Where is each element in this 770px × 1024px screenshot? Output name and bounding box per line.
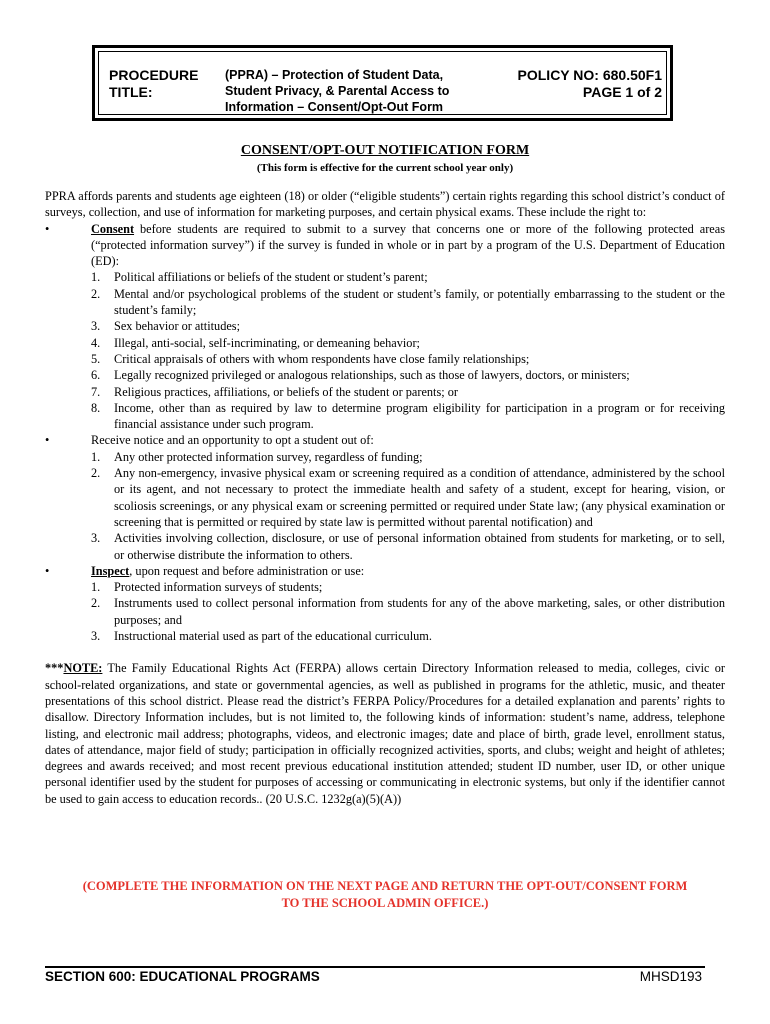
return-instruction [40,878,730,912]
list-item [91,335,725,351]
item-number: 3. [91,531,101,546]
list-item [91,449,725,465]
item-number: 8. [91,400,101,415]
item-text: Legally recognized privileged or analogous relationships, such as those of lawyers, doctors, or ministers; [114,368,630,383]
optout-right [45,432,725,562]
list-item [91,384,725,400]
inspect-items [91,579,725,644]
ferpa-note [45,660,725,807]
list-item [91,595,725,628]
title-line-1: (PPRA) – Protection of Student Data, [225,68,444,82]
policy-info [518,67,662,101]
footer-divider [45,966,705,968]
item-text: Critical appraisals of others with whom respondents have close family relationships; [114,351,530,366]
form-title: CONSENT/OPT-OUT NOTIFICATION FORM [240,143,530,158]
item-number: 3. [91,319,101,334]
footer-code: MHSD193 [639,969,702,984]
header-inner-border [98,51,667,115]
footer-section: SECTION 600: EDUCATIONAL PROGRAMS [45,969,320,984]
consent-items [91,269,725,432]
item-number: 1. [91,270,101,285]
bullet-icon: • [45,221,50,236]
list-item [91,286,725,319]
title-line-3: Information – Consent/Opt-Out Form [225,100,444,114]
procedure-title [225,67,485,115]
list-item [91,367,725,383]
rights-list [45,221,725,645]
item-number: 1. [91,449,101,464]
item-text: Protected information surveys of students; [114,580,323,595]
list-item [91,318,725,334]
consent-text: before students are required to submit to a survey that concerns one or more of the following protected areas (“protected information survey”) if the survey is funded in whole or in part by a program of the U.S. Department of Education (ED): [91,221,725,269]
instruction-line-1: (COMPLETE THE INFORMATION ON THE NEXT PAGE AND RETURN THE OPT-OUT/CONSENT FORM [82,879,688,893]
item-text: Sex behavior or attitudes; [114,319,241,334]
item-number: 1. [91,580,101,595]
item-number: 4. [91,335,101,350]
list-item [91,628,725,644]
bullet-icon: • [45,563,50,578]
optout-text: Receive notice and an opportunity to opt a student out of: [91,433,374,448]
consent-lead: Consent [91,221,135,236]
item-text: Instruments used to collect personal information from students for any of the above marketing, sales, or other distribution purposes; and [114,596,725,627]
item-text: Any other protected information survey, regardless of funding; [114,449,423,464]
form-subtitle: (This form is effective for the current school year only) [256,162,514,174]
note-text: The Family Educational Rights Act (FERPA) allows certain Directory Information released to media, colleges, civic or school-related organizations, and state or governmental agencies, as well as published in programs for the athletic, music, and theater presentations of this school district. Please read the district’s FERPA Policy/Procedures for a detailed explanation and parents’ rights to disallow. Directory Information includes, but is not limited to, the following kinds of information: student’s name, address, telephone listing, and electronic mail address; photographs, videos, and electronic images; date and place of birth, grade level, enrollment status, dates of attendance, major field of study; participation in officially recognized activities, sports, and clubs; weight and height of athletes; degrees and awards received; and most recent previous educational institution attended; student ID number, user ID, or other unique personal identifier used by the student for purposes of accessing or communicating in electronic systems, but only if the identifier cannot be used to gain access to education records.. (20 U.S.C. 1232g(a)(5)(A)) [45,661,725,806]
bullet-icon: • [45,433,50,448]
procedure-label-line-2: TITLE: [109,84,153,100]
procedure-label-line-1: PROCEDURE [109,67,199,83]
inspect-right [45,563,725,644]
procedure-header [92,45,673,121]
item-text: Income, other than as required by law to determine program eligibility for participation in a program or for receiving financial assistance under such program. [114,400,725,432]
item-number: 3. [91,629,101,644]
item-number: 6. [91,368,101,383]
list-item [91,351,725,367]
inspect-lead: Inspect [91,563,130,578]
note-label: NOTE: [63,661,103,676]
item-text: Instructional material used as part of the educational curriculum. [114,629,432,644]
list-item [91,400,725,433]
policy-number: POLICY NO: 680.50F1 [517,67,662,83]
item-text: Illegal, anti-social, self-incriminating, or demeaning behavior; [114,335,420,350]
list-item [91,579,725,595]
consent-right [45,221,725,433]
item-number: 2. [91,596,101,611]
optout-items [91,449,725,563]
item-number: 2. [91,286,101,301]
intro-paragraph: PPRA affords parents and students age eighteen (18) or older (“eligible students”) certain rights regarding this school district’s conduct of surveys, collection, and use of information for marketing purposes, and certain physical exams. These include the right to: [45,189,725,220]
title-line-2: Student Privacy, & Parental Access to [225,84,450,98]
procedure-title-label [109,67,198,101]
item-text: Any non-emergency, invasive physical exam or screening required as a condition of attendance, administered by the school or its agent, and not necessary to protect the immediate health and safety of a student, except for hearing, vision, or scoliosis screenings, or any physical exam or screening permitted or required under State law; (any physical examination or screening that is permitted or required by state law is permitted without parental notification) and [114,466,725,529]
inspect-text: , upon request and before administration or use: [129,563,365,578]
instruction-line-2: TO THE SCHOOL ADMIN OFFICE.) [281,896,489,910]
item-text: Political affiliations or beliefs of the student or student’s parent; [114,270,428,285]
page-indicator: PAGE 1 of 2 [582,84,662,100]
list-item [91,530,725,563]
item-number: 2. [91,466,101,481]
item-text: Religious practices, affiliations, or beliefs of the student or parents; or [114,384,458,399]
form-body [45,188,725,807]
item-number: 5. [91,351,101,366]
item-text: Activities involving collection, disclosure, or use of personal information obtained from students for marketing, or to sell, or otherwise distribute the information to others. [114,531,725,562]
note-prefix: *** [45,661,64,676]
list-item [91,465,725,530]
item-number: 7. [91,384,101,399]
list-item [91,269,725,285]
item-text: Mental and/or psychological problems of the student or student’s family, or potentially embarrassing to the student or the student’s family; [114,286,725,318]
